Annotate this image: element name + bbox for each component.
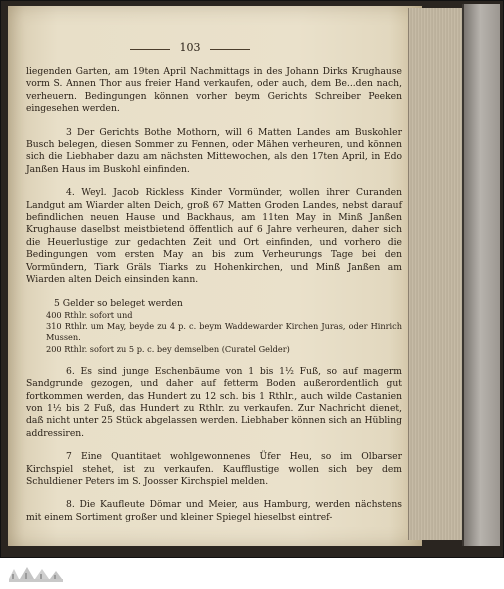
money-item: 310 Rthlr. um May, beyde zu 4 p. c. beym Waddewarder Kirchen Juras, oder Hinrich Mussen. bbox=[46, 321, 402, 343]
paragraph-6: 6. Es sind junge Eschenbäume von 1 bis 1½ Fuß, so auf magerm Sandgrunde gezogen, und daher auf fetterm Boden außerordentlich gut fortkommen werden, das Hundert zu 12 sch. bis 1 Rthlr., auch wilde Castanien von 1½ bis 2 Fuß, das Hundert zu Rthlr. zu verkaufen. Zur Nachricht dienet, daß nicht unter 25 Stück abgelassen werden. Liebhaber können sich an Hübling addressiren. bbox=[26, 365, 402, 439]
header-rule-right bbox=[210, 49, 250, 50]
page-text bbox=[26, 66, 402, 535]
book-cover-edge bbox=[462, 4, 500, 546]
money-item: 400 Rthlr. sofort und bbox=[46, 309, 133, 320]
money-list bbox=[46, 310, 402, 355]
page-edges bbox=[408, 8, 463, 540]
page-header bbox=[130, 42, 250, 56]
library-logo bbox=[6, 563, 66, 585]
page-number: 103 bbox=[179, 41, 201, 54]
paragraph-8: 8. Die Kaufleute Dömar und Meier, aus Hamburg, werden nächstens mit einem Sortiment großer und kleiner Spiegel hieselbst eintref- bbox=[26, 499, 402, 523]
paragraph-5-heading: 5 Gelder so beleget werden bbox=[54, 297, 183, 309]
paragraph-4: 4. Weyl. Jacob Rickless Kinder Vormünder, wollen ihrer Curanden Landgut am Wiarder alten Deich, groß 67 Matten Groden Landes, nebst darauf befindlichen neuen Hause und Backhaus, am 11ten May in Minß Janßen Krughause daselbst meistbietend öffentlich auf 6 Jahre verheuren, daher sich die Heuerlustige zur gedachten Zeit und Ort einfinden, und vorhero die Bedingungen vom ersten May an bis zum Verheurungs Tage bei den Vormündern, Tiark Gräls Tiarks zu Hohenkirchen, und Minß Janßen am Wiarden alten Deich einsinden kann. bbox=[26, 187, 402, 286]
paragraph-7: 7 Eine Quantitaet wohlgewonnenes Üfer Heu, so im Olbarser Kirchspiel stehet, ist zu verkaufen. Kaufflustige wollen sich bey dem Schuldiener Peters im S. Joosser Kirchspiel melden. bbox=[26, 451, 402, 487]
paragraph-3: 3 Der Gerichts Bothe Mothorn, will 6 Matten Landes am Buskohler Busch belegen, diesen Sommer zu Fennen, oder Mähen verheuren, und können sich die Liebhaber dazu am nächsten Mittewochen, als den 17ten April, in Edo Janßen Haus im Buskohl einfinden. bbox=[26, 126, 402, 175]
money-item: 200 Rthlr. sofort zu 5 p. c. bey demselben (Curatel Gelder) bbox=[46, 343, 290, 354]
paragraph-continued: liegenden Garten, am 19ten April Nachmittags in des Johann Dirks Krughause vorm S. Annen Thor aus freier Hand verkaufen, oder auch, dem Be...den nach, verheuern. Bedingungen können vorher beym Gerichts Schreiber Peeken eingesehen werden. bbox=[26, 66, 402, 115]
